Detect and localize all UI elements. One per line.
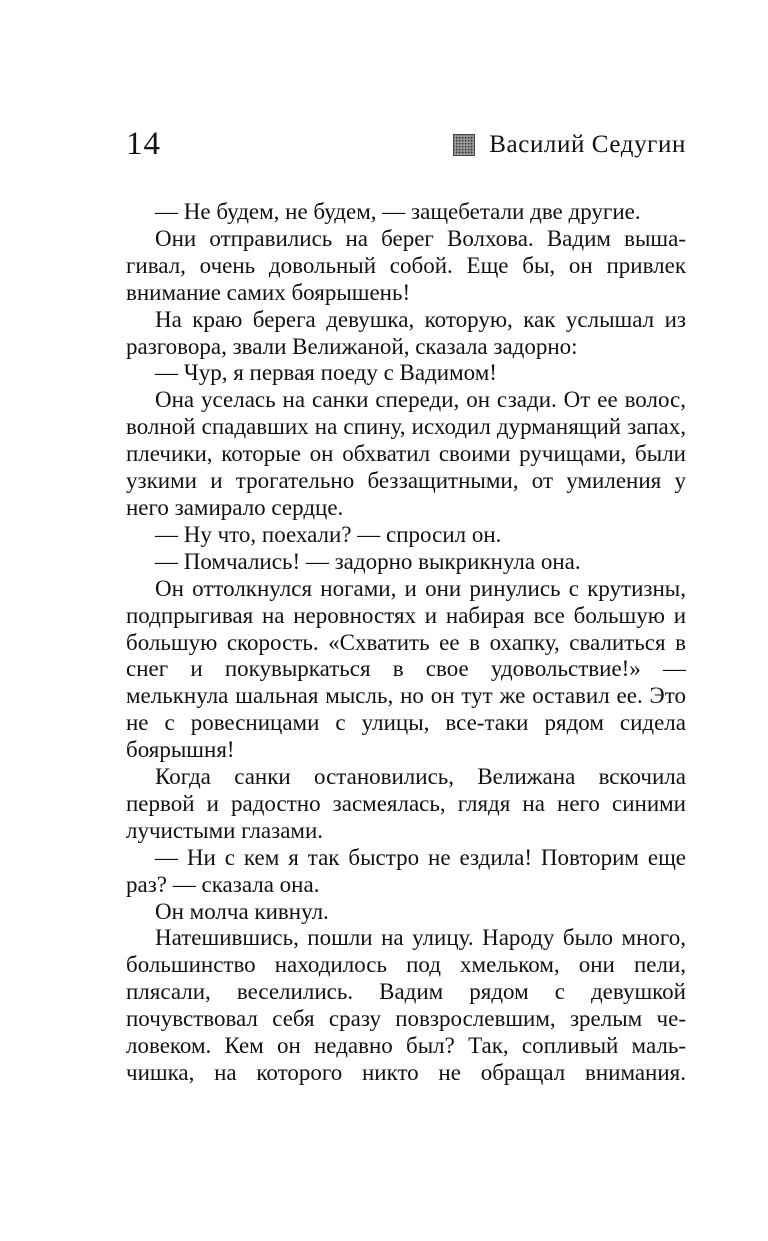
paragraph: Он оттолкнулся ногами, и они ринулись с крутизны, подпрыгивая на неровностях и набирая все большую и большую скорость. «Схватить ее в охапку, свалиться в снег и покувыркаться в свое удовольствие!» — мелькнула шальная мысль, но он тут же оставил ее. Это не с ровесницами с улицы, все-таки рядом сидела боярышня! — [126, 575, 686, 763]
running-head — [453, 130, 686, 160]
paragraph: Она уселась на санки спереди, он сзади. От ее волос, волной спадавших на спину, исходил дурманящий запах, плечики, которые он обхватил своими ручищами, были узкими и трогательно беззащитными, от умиления у него замирало сердце. — [126, 387, 686, 520]
paragraph: На краю берега девушка, которую, как услышал из разговора, звали Велижаной, сказала задорно: — [126, 306, 686, 359]
paragraph: Он молча кивнул. — [155, 898, 329, 924]
paragraph: — Помчались! — задорно выкрикнула она. — [155, 548, 581, 574]
paragraph: — Ни с кем я так быстро не ездила! Повторим еще раз? — сказала она. — [126, 844, 686, 897]
page-number: 14 — [126, 126, 161, 162]
page-body — [126, 199, 686, 1087]
paragraph: — Не будем, не будем, — защебетали две другие. — [155, 199, 641, 224]
paragraph: — Чур, я первая поеду с Вадимом! — [155, 360, 497, 386]
page-header — [126, 124, 686, 168]
running-head-author: Василий Седугин — [489, 131, 686, 158]
paragraph: — Ну что, поехали? — спросил он. — [155, 521, 502, 547]
paragraph: Они отправились на берег Волхова. Вадим вышагивал, очень довольный собой. Еще бы, он привлек внимание самих боярышень! — [126, 225, 686, 305]
paragraph: Натешившись, пошли на улицу. Народу было много, большинство находилось под хмельком, они пели, плясали, веселились. Вадим рядом с девушкой почувствовал себя сразу повзрослевшим, зрелым человеком. Кем он недавно был? Так, сопливый мальчишка, на которого никто не обращал внимания. — [126, 925, 686, 1085]
ornament-square-icon — [453, 134, 475, 156]
paragraph: Когда санки остановились, Велижана вскочила первой и радостно засмеялась, глядя на него синими лучистыми глазами. — [126, 764, 686, 843]
